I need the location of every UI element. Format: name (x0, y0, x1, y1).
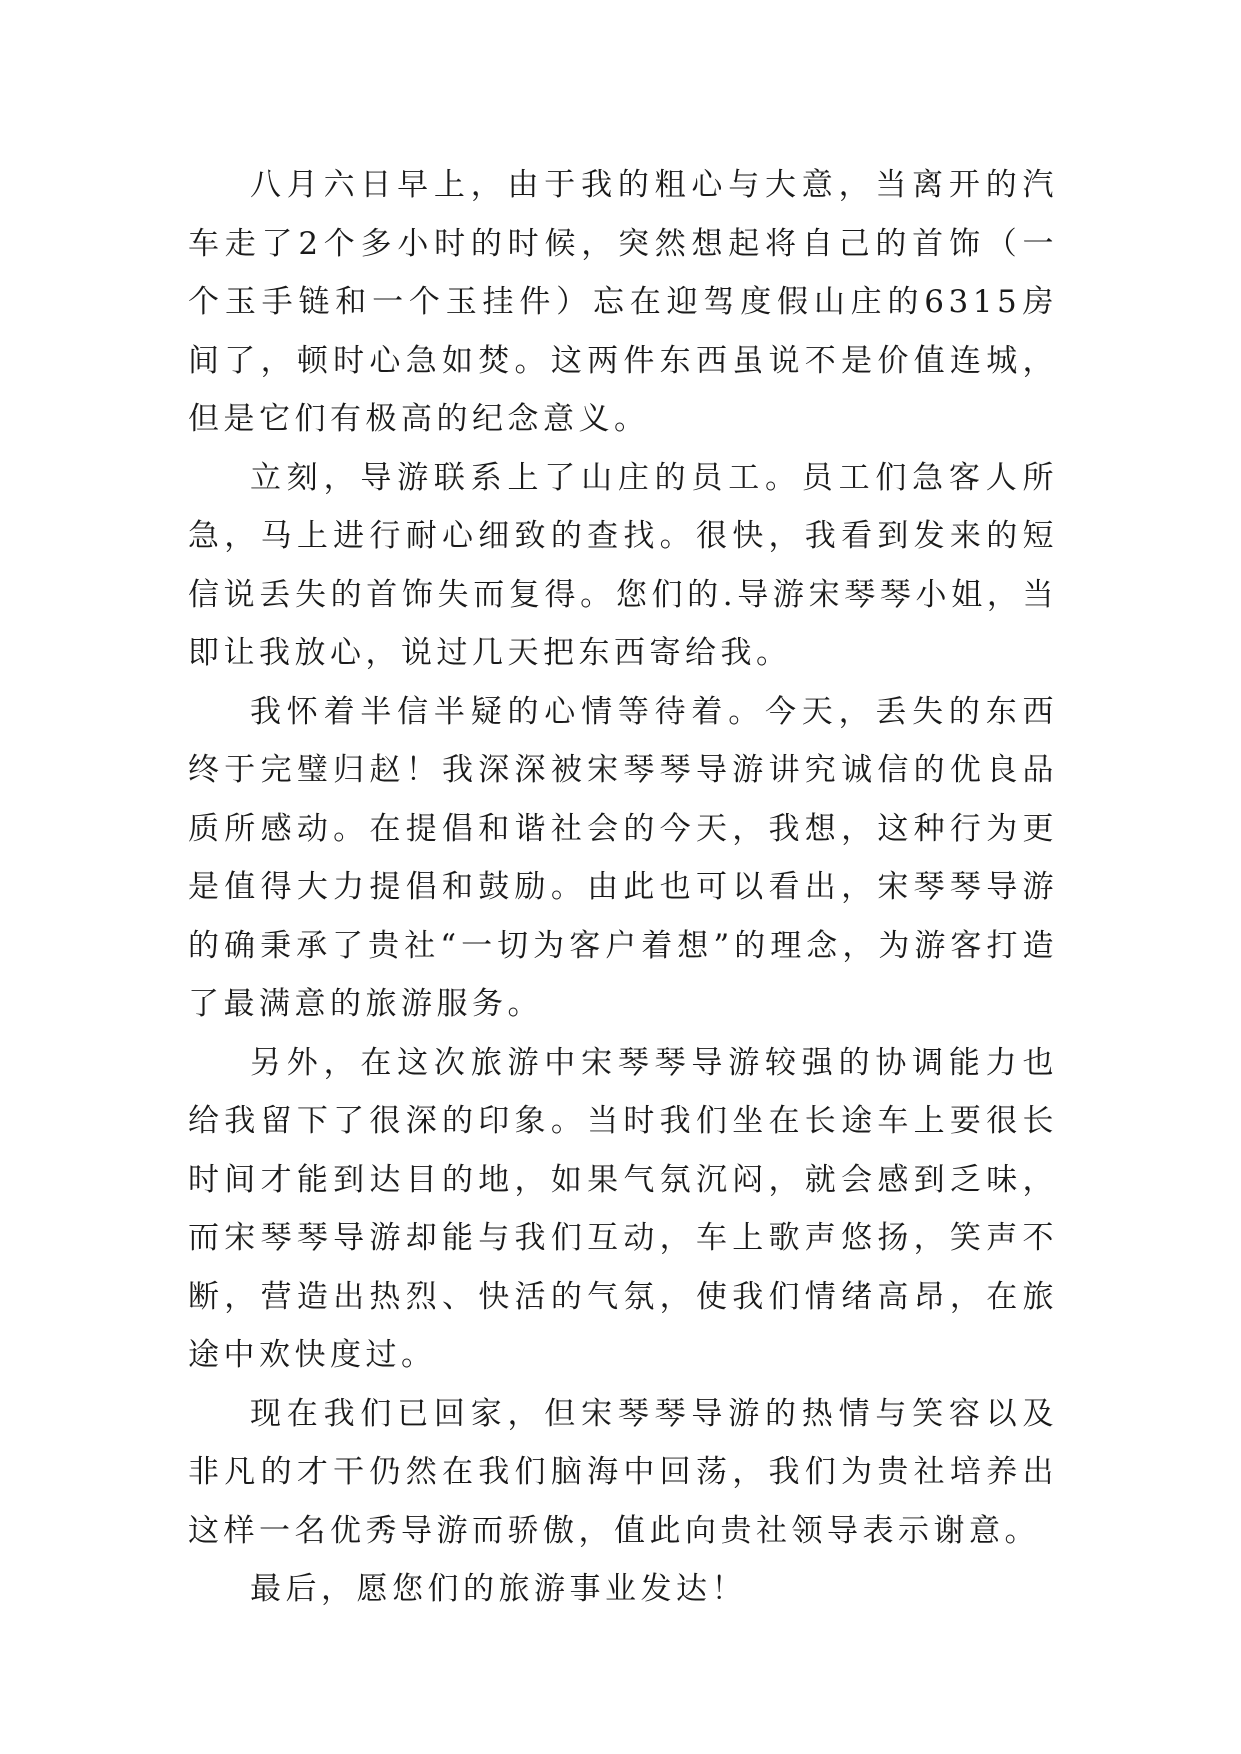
paragraph-lost-jewelry: 八月六日早上，由于我的粗心与大意，当离开的汽车走了2个多小时的时候，突然想起将自己的首饰（一个玉手链和一个玉挂件）忘在迎驾度假山庄的6315房间了，顿时心急如焚。这两件东西虽说不是价值连城，但是它们有极高的纪念意义。 (188, 167, 1058, 437)
paragraph-staff-search: 立刻，导游联系上了山庄的员工。员工们急客人所急，马上进行耐心细致的查找。很快，我看到发来的短信说丢失的首饰失而复得。您们的.导游宋琴琴小姐，当即让我放心，说过几天把东西寄给我。 (188, 459, 1058, 671)
paragraph-returned-praise: 我怀着半信半疑的心情等待着。今天，丢失的东西终于完璧归赵！我深深被宋琴琴导游讲究诚信的优良品质所感动。在提倡和谐社会的今天，我想，这种行为更是值得大力提倡和鼓励。由此也可以看出，宋琴琴导游的确秉承了贵社“一切为客户着想”的理念，为游客打造了最满意的旅游服务。 (188, 693, 1058, 1022)
letter-body (188, 156, 1058, 1619)
paragraph-coordination: 另外，在这次旅游中宋琴琴导游较强的协调能力也给我留下了很深的印象。当时我们坐在长途车上要很长时间才能到达目的地，如果气氛沉闷，就会感到乏味，而宋琴琴导游却能与我们互动，车上歌声悠扬，笑声不断，营造出热烈、快活的气氛，使我们情绪高昂，在旅途中欢快度过。 (188, 1044, 1058, 1373)
paragraph-closing-wish: 最后，愿您们的旅游事业发达！ (250, 1571, 747, 1607)
paragraph-thanks: 现在我们已回家，但宋琴琴导游的热情与笑容以及非凡的才干仍然在我们脑海中回荡，我们为贵社培养出这样一名优秀导游而骄傲，值此向贵社领导表示谢意。 (188, 1395, 1058, 1549)
